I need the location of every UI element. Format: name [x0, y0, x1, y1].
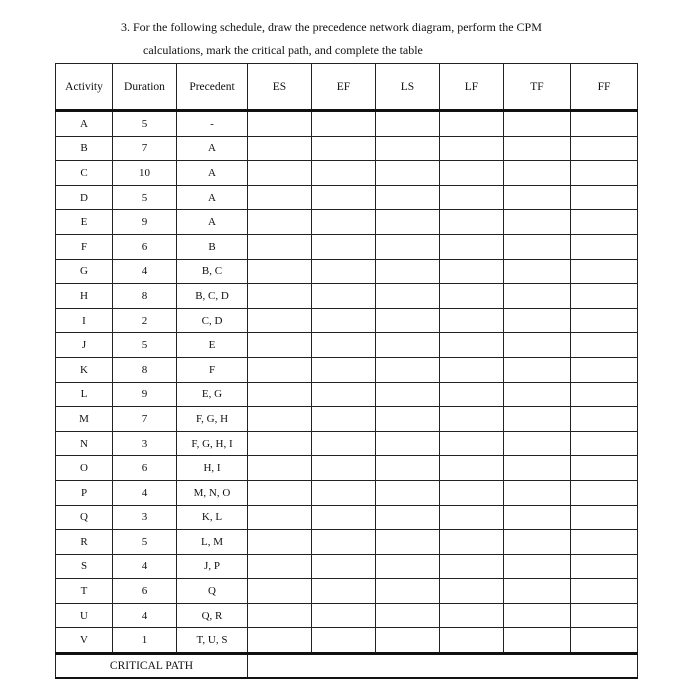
ls-blank-cell[interactable] — [376, 185, 440, 210]
ef-blank-cell[interactable] — [312, 284, 376, 309]
ls-blank-cell[interactable] — [376, 603, 440, 628]
tf-blank-cell[interactable] — [504, 210, 571, 235]
precedent-cell: B, C, D — [177, 284, 248, 309]
ff-blank-cell[interactable] — [571, 407, 638, 432]
lf-blank-cell[interactable] — [440, 456, 504, 481]
ff-blank-cell[interactable] — [571, 161, 638, 186]
tf-blank-cell[interactable] — [504, 603, 571, 628]
tf-blank-cell[interactable] — [504, 111, 571, 137]
duration-cell: 8 — [113, 357, 177, 382]
ef-blank-cell[interactable] — [312, 161, 376, 186]
lf-blank-cell[interactable] — [440, 554, 504, 579]
critical-path-answer-cell[interactable] — [248, 654, 638, 679]
table-header-row — [56, 64, 638, 111]
ef-blank-cell[interactable] — [312, 111, 376, 137]
precedent-cell: F, G, H — [177, 407, 248, 432]
lf-blank-cell[interactable] — [440, 111, 504, 137]
tf-blank-cell[interactable] — [504, 554, 571, 579]
tf-blank-cell[interactable] — [504, 628, 571, 654]
duration-cell: 7 — [113, 136, 177, 161]
ff-blank-cell[interactable] — [571, 210, 638, 235]
duration-cell: 7 — [113, 407, 177, 432]
activity-cell: H — [56, 284, 113, 309]
precedent-cell: B, C — [177, 259, 248, 284]
ff-blank-cell[interactable] — [571, 431, 638, 456]
lf-blank-cell[interactable] — [440, 382, 504, 407]
duration-cell: 6 — [113, 579, 177, 604]
table-row — [56, 456, 638, 481]
es-blank-cell[interactable] — [248, 333, 312, 358]
es-blank-cell[interactable] — [248, 185, 312, 210]
table-row — [56, 579, 638, 604]
ef-blank-cell[interactable] — [312, 603, 376, 628]
activity-cell: V — [56, 628, 113, 654]
lf-blank-cell[interactable] — [440, 259, 504, 284]
lf-blank-cell[interactable] — [440, 407, 504, 432]
es-blank-cell[interactable] — [248, 431, 312, 456]
ef-blank-cell[interactable] — [312, 554, 376, 579]
lf-blank-cell[interactable] — [440, 505, 504, 530]
activity-cell: L — [56, 382, 113, 407]
table-row — [56, 136, 638, 161]
table-row — [56, 111, 638, 137]
ls-blank-cell[interactable] — [376, 628, 440, 654]
duration-cell: 5 — [113, 333, 177, 358]
lf-blank-cell[interactable] — [440, 161, 504, 186]
tf-blank-cell[interactable] — [504, 259, 571, 284]
duration-cell: 5 — [113, 530, 177, 555]
ef-blank-cell[interactable] — [312, 530, 376, 555]
ef-blank-cell[interactable] — [312, 505, 376, 530]
ls-blank-cell[interactable] — [376, 530, 440, 555]
ff-blank-cell[interactable] — [571, 579, 638, 604]
ef-blank-cell[interactable] — [312, 210, 376, 235]
precedent-cell: T, U, S — [177, 628, 248, 654]
activity-cell: S — [56, 554, 113, 579]
lf-blank-cell[interactable] — [440, 603, 504, 628]
ls-blank-cell[interactable] — [376, 456, 440, 481]
es-blank-cell[interactable] — [248, 603, 312, 628]
es-blank-cell[interactable] — [248, 136, 312, 161]
column-header-es: ES — [248, 64, 312, 111]
tf-blank-cell[interactable] — [504, 407, 571, 432]
activity-cell: P — [56, 480, 113, 505]
ff-blank-cell[interactable] — [571, 308, 638, 333]
es-blank-cell[interactable] — [248, 579, 312, 604]
duration-cell: 2 — [113, 308, 177, 333]
es-blank-cell[interactable] — [248, 628, 312, 654]
es-blank-cell[interactable] — [248, 210, 312, 235]
lf-blank-cell[interactable] — [440, 333, 504, 358]
ff-blank-cell[interactable] — [571, 530, 638, 555]
precedent-cell: J, P — [177, 554, 248, 579]
ff-blank-cell[interactable] — [571, 628, 638, 654]
es-blank-cell[interactable] — [248, 407, 312, 432]
ff-blank-cell[interactable] — [571, 259, 638, 284]
precedent-cell: Q, R — [177, 603, 248, 628]
activity-cell: Q — [56, 505, 113, 530]
es-blank-cell[interactable] — [248, 284, 312, 309]
critical-path-row — [56, 654, 638, 679]
ff-blank-cell[interactable] — [571, 333, 638, 358]
es-blank-cell[interactable] — [248, 111, 312, 137]
ls-blank-cell[interactable] — [376, 357, 440, 382]
column-header-ls: LS — [376, 64, 440, 111]
ef-blank-cell[interactable] — [312, 628, 376, 654]
precedent-cell: A — [177, 210, 248, 235]
es-blank-cell[interactable] — [248, 234, 312, 259]
precedent-cell: L, M — [177, 530, 248, 555]
ef-blank-cell[interactable] — [312, 407, 376, 432]
table-row — [56, 234, 638, 259]
duration-cell: 3 — [113, 505, 177, 530]
table-row — [56, 407, 638, 432]
tf-blank-cell[interactable] — [504, 234, 571, 259]
cpm-schedule-table — [55, 63, 638, 679]
precedent-cell: E, G — [177, 382, 248, 407]
tf-blank-cell[interactable] — [504, 333, 571, 358]
duration-cell: 1 — [113, 628, 177, 654]
duration-cell: 3 — [113, 431, 177, 456]
duration-cell: 5 — [113, 111, 177, 137]
tf-blank-cell[interactable] — [504, 382, 571, 407]
duration-cell: 9 — [113, 382, 177, 407]
activity-cell: E — [56, 210, 113, 235]
duration-cell: 4 — [113, 480, 177, 505]
ef-blank-cell[interactable] — [312, 136, 376, 161]
tf-blank-cell[interactable] — [504, 161, 571, 186]
column-header-duration: Duration — [113, 64, 177, 111]
ef-blank-cell[interactable] — [312, 456, 376, 481]
tf-blank-cell[interactable] — [504, 480, 571, 505]
ff-blank-cell[interactable] — [571, 284, 638, 309]
precedent-cell: C, D — [177, 308, 248, 333]
ef-blank-cell[interactable] — [312, 431, 376, 456]
precedent-cell: H, I — [177, 456, 248, 481]
es-blank-cell[interactable] — [248, 456, 312, 481]
table-row — [56, 185, 638, 210]
tf-blank-cell[interactable] — [504, 357, 571, 382]
lf-blank-cell[interactable] — [440, 579, 504, 604]
ls-blank-cell[interactable] — [376, 333, 440, 358]
es-blank-cell[interactable] — [248, 161, 312, 186]
duration-cell: 6 — [113, 456, 177, 481]
ef-blank-cell[interactable] — [312, 382, 376, 407]
es-blank-cell[interactable] — [248, 480, 312, 505]
lf-blank-cell[interactable] — [440, 308, 504, 333]
table-row — [56, 505, 638, 530]
activity-cell: R — [56, 530, 113, 555]
tf-blank-cell[interactable] — [504, 431, 571, 456]
table-row — [56, 603, 638, 628]
duration-cell: 4 — [113, 554, 177, 579]
duration-cell: 6 — [113, 234, 177, 259]
ls-blank-cell[interactable] — [376, 284, 440, 309]
table-row — [56, 308, 638, 333]
ls-blank-cell[interactable] — [376, 111, 440, 137]
lf-blank-cell[interactable] — [440, 284, 504, 309]
es-blank-cell[interactable] — [248, 554, 312, 579]
precedent-cell: A — [177, 185, 248, 210]
ff-blank-cell[interactable] — [571, 480, 638, 505]
ef-blank-cell[interactable] — [312, 185, 376, 210]
ef-blank-cell[interactable] — [312, 259, 376, 284]
lf-blank-cell[interactable] — [440, 431, 504, 456]
table-row — [56, 628, 638, 654]
ef-blank-cell[interactable] — [312, 234, 376, 259]
table-row — [56, 161, 638, 186]
activity-cell: A — [56, 111, 113, 137]
activity-cell: I — [56, 308, 113, 333]
table-row — [56, 480, 638, 505]
ls-blank-cell[interactable] — [376, 431, 440, 456]
precedent-cell: M, N, O — [177, 480, 248, 505]
activity-cell: B — [56, 136, 113, 161]
es-blank-cell[interactable] — [248, 382, 312, 407]
lf-blank-cell[interactable] — [440, 185, 504, 210]
tf-blank-cell[interactable] — [504, 530, 571, 555]
ef-blank-cell[interactable] — [312, 357, 376, 382]
duration-cell: 4 — [113, 603, 177, 628]
ef-blank-cell[interactable] — [312, 308, 376, 333]
precedent-cell: B — [177, 234, 248, 259]
table-row — [56, 333, 638, 358]
activity-cell: U — [56, 603, 113, 628]
ff-blank-cell[interactable] — [571, 505, 638, 530]
column-header-precedent: Precedent — [177, 64, 248, 111]
table-row — [56, 554, 638, 579]
activity-cell: J — [56, 333, 113, 358]
ff-blank-cell[interactable] — [571, 234, 638, 259]
lf-blank-cell[interactable] — [440, 136, 504, 161]
column-header-lf: LF — [440, 64, 504, 111]
ef-blank-cell[interactable] — [312, 480, 376, 505]
tf-blank-cell[interactable] — [504, 456, 571, 481]
table-row — [56, 284, 638, 309]
question-text-line-2: calculations, mark the critical path, and complete the table — [143, 43, 423, 57]
duration-cell: 4 — [113, 259, 177, 284]
ls-blank-cell[interactable] — [376, 136, 440, 161]
tf-blank-cell[interactable] — [504, 136, 571, 161]
ls-blank-cell[interactable] — [376, 407, 440, 432]
column-header-ff: FF — [571, 64, 638, 111]
tf-blank-cell[interactable] — [504, 308, 571, 333]
ef-blank-cell[interactable] — [312, 333, 376, 358]
precedent-cell: - — [177, 111, 248, 137]
ff-blank-cell[interactable] — [571, 456, 638, 481]
es-blank-cell[interactable] — [248, 357, 312, 382]
ls-blank-cell[interactable] — [376, 308, 440, 333]
duration-cell: 8 — [113, 284, 177, 309]
precedent-cell: Q — [177, 579, 248, 604]
precedent-cell: F, G, H, I — [177, 431, 248, 456]
ff-blank-cell[interactable] — [571, 136, 638, 161]
tf-blank-cell[interactable] — [504, 505, 571, 530]
lf-blank-cell[interactable] — [440, 480, 504, 505]
ls-blank-cell[interactable] — [376, 382, 440, 407]
ff-blank-cell[interactable] — [571, 185, 638, 210]
precedent-cell: A — [177, 136, 248, 161]
ls-blank-cell[interactable] — [376, 579, 440, 604]
activity-cell: M — [56, 407, 113, 432]
activity-cell: K — [56, 357, 113, 382]
es-blank-cell[interactable] — [248, 259, 312, 284]
ls-blank-cell[interactable] — [376, 505, 440, 530]
ls-blank-cell[interactable] — [376, 554, 440, 579]
column-header-activity: Activity — [56, 64, 113, 111]
tf-blank-cell[interactable] — [504, 185, 571, 210]
lf-blank-cell[interactable] — [440, 234, 504, 259]
critical-path-label: CRITICAL PATH — [56, 654, 248, 679]
activity-cell: C — [56, 161, 113, 186]
tf-blank-cell[interactable] — [504, 579, 571, 604]
duration-cell: 5 — [113, 185, 177, 210]
activity-cell: N — [56, 431, 113, 456]
table-row — [56, 357, 638, 382]
precedent-cell: F — [177, 357, 248, 382]
duration-cell: 10 — [113, 161, 177, 186]
lf-blank-cell[interactable] — [440, 628, 504, 654]
duration-cell: 9 — [113, 210, 177, 235]
ef-blank-cell[interactable] — [312, 579, 376, 604]
column-header-ef: EF — [312, 64, 376, 111]
activity-cell: F — [56, 234, 113, 259]
activity-cell: T — [56, 579, 113, 604]
es-blank-cell[interactable] — [248, 308, 312, 333]
tf-blank-cell[interactable] — [504, 284, 571, 309]
ls-blank-cell[interactable] — [376, 234, 440, 259]
es-blank-cell[interactable] — [248, 505, 312, 530]
ls-blank-cell[interactable] — [376, 259, 440, 284]
ls-blank-cell[interactable] — [376, 480, 440, 505]
table-row — [56, 431, 638, 456]
ff-blank-cell[interactable] — [571, 382, 638, 407]
precedent-cell: A — [177, 161, 248, 186]
lf-blank-cell[interactable] — [440, 530, 504, 555]
ls-blank-cell[interactable] — [376, 210, 440, 235]
question-text-line-1: 3. For the following schedule, draw the precedence network diagram, perform the CPM — [121, 20, 542, 34]
es-blank-cell[interactable] — [248, 530, 312, 555]
table-row — [56, 382, 638, 407]
activity-cell: G — [56, 259, 113, 284]
lf-blank-cell[interactable] — [440, 357, 504, 382]
table-body — [56, 111, 638, 654]
ff-blank-cell[interactable] — [571, 357, 638, 382]
ff-blank-cell[interactable] — [571, 603, 638, 628]
ff-blank-cell[interactable] — [571, 111, 638, 137]
activity-cell: D — [56, 185, 113, 210]
table-row — [56, 259, 638, 284]
ff-blank-cell[interactable] — [571, 554, 638, 579]
column-header-tf: TF — [504, 64, 571, 111]
activity-cell: O — [56, 456, 113, 481]
ls-blank-cell[interactable] — [376, 161, 440, 186]
table-row — [56, 210, 638, 235]
table-row — [56, 530, 638, 555]
lf-blank-cell[interactable] — [440, 210, 504, 235]
precedent-cell: K, L — [177, 505, 248, 530]
precedent-cell: E — [177, 333, 248, 358]
